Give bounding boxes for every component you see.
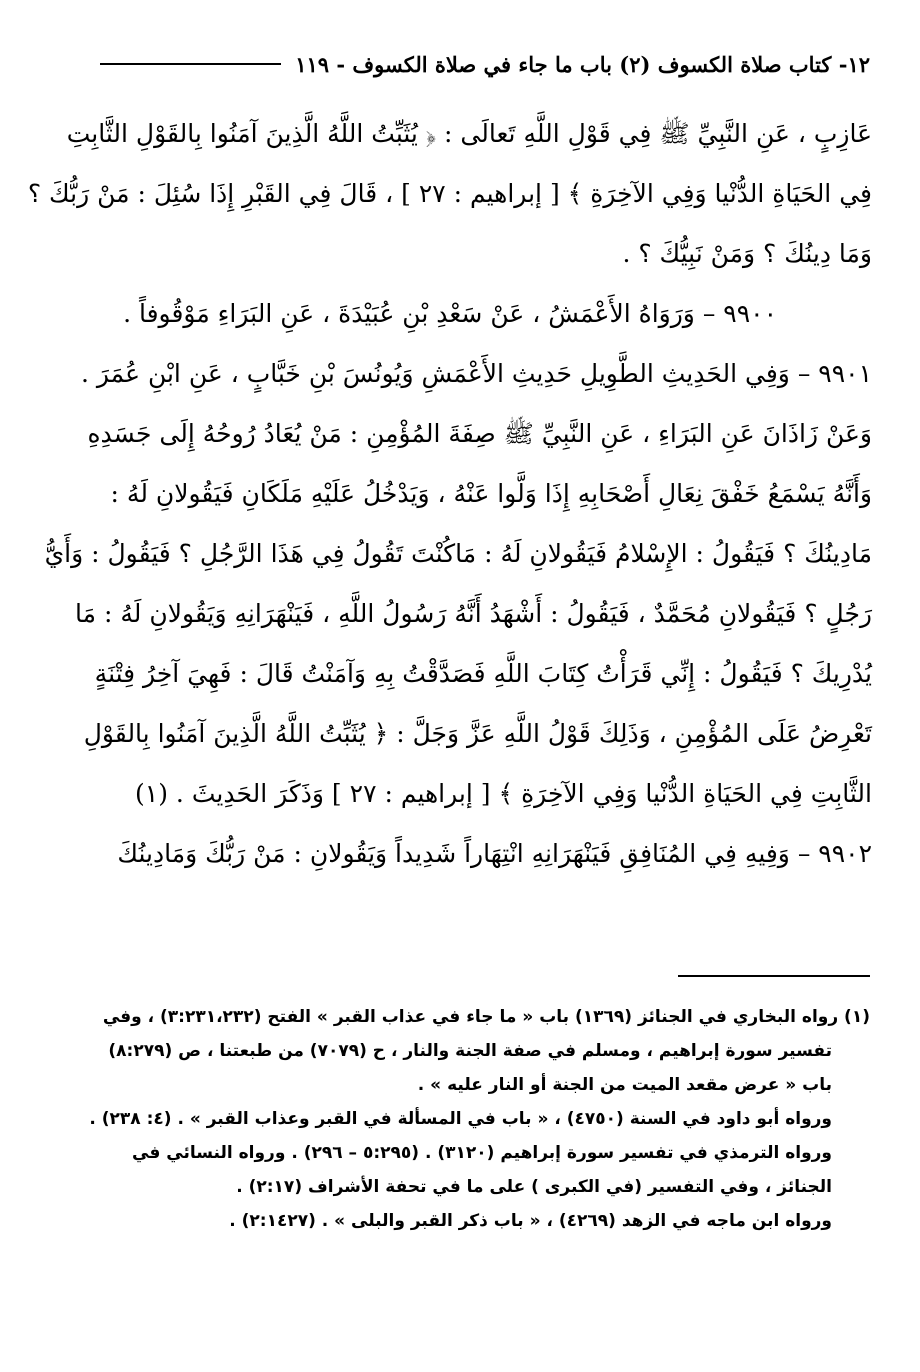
header-rule bbox=[100, 63, 281, 65]
text-line: عَازِبٍ ، عَنِ النَّبِيِّ ﷺ فِي قَوْلِ اللَّهِ تَعالَى : ﴿ يُثَبِّتُ اللَّهُ الَّذِينَ آمَنُوا بِالقَوْلِ الثَّابِتِ bbox=[66, 119, 872, 148]
footnote-line: ورواه الترمذي في تفسير سورة إبراهيم (٣١٢٠) . (٥:٢٩٥ – ٢٩٦) . ورواه النسائي في bbox=[132, 1143, 832, 1163]
text-line: ٩٩٠٠ – وَرَوَاهُ الأَعْمَشُ ، عَنْ سَعْدِ بْنِ عُبَيْدَةَ ، عَنِ البَرَاءِ مَوْقُوفاً . bbox=[123, 299, 777, 328]
text-line: فِي الحَيَاةِ الدُّنْيا وَفِي الآخِرَةِ ﴾ [ إبراهيم : ٢٧ ] ، قَالَ فِي القَبْرِ إِذَا سُئِلَ : مَنْ رَبُّكَ ؟ bbox=[27, 179, 872, 208]
footnote-1-continued bbox=[89, 1102, 870, 1238]
footnote-line: (١) رواه البخاري في الجنائز (١٣٦٩) باب « ما جاء في عذاب القبر » الفتح (٣:٢٣١،٢٣٢) ، وفي bbox=[102, 1007, 870, 1027]
text-line: مَادِينُكَ ؟ فَيَقُولُ : الإِسْلامُ فَيَقُولانِ لَهُ : مَاكُنْتَ تَقُولُ فِي هَذَا الرَّجُلِ ؟ فَيَقُولُ : وَأَيُّ bbox=[44, 539, 872, 568]
footnote-line: ورواه ابن ماجه في الزهد (٤٢٦٩) ، « باب ذكر القبر والبلى » . (٢:١٤٢٧) . bbox=[229, 1211, 832, 1231]
paragraph-continuation bbox=[27, 104, 872, 284]
footnote-line: ورواه أبو داود في السنة (٤٧٥٠) ، « باب في المسألة في القبر وعذاب القبر » . (٤: ٢٣٨) . bbox=[89, 1109, 832, 1129]
hadith-9902 bbox=[92, 824, 872, 884]
text-line: ٩٩٠٢ – وَفِيهِ فِي المُنَافِقِ فَيَنْهَرَانِهِ انْتِهَاراً شَدِيداً وَيَقُولانِ : مَنْ رَبُّكَ وَمَادِينُكَ bbox=[117, 839, 872, 868]
text-line: ٩٩٠١ – وَفِي الحَدِيثِ الطَّوِيلِ حَدِيثِ الأَعْمَشِ وَيُونُسَ بْنِ خَبَّابٍ ، عَنِ ابْنِ عُمَرَ . bbox=[80, 359, 872, 388]
hadith-9901 bbox=[44, 344, 872, 824]
text-line: وَمَا دِينُكَ ؟ وَمَنْ نَبِيُّكَ ؟ . bbox=[622, 239, 872, 268]
text-line: الثَّابِتِ فِي الحَيَاةِ الدُّنْيا وَفِي الآخِرَةِ ﴾ [ إبراهيم : ٢٧ ] وَذَكَرَ الحَدِيثَ . (١) bbox=[135, 779, 872, 808]
footnotes bbox=[89, 1000, 870, 1238]
footnote-separator bbox=[678, 975, 870, 977]
header-title: ١٢- كتاب صلاة الكسوف (٢) باب ما جاء في صلاة الكسوف - ١١٩ bbox=[295, 51, 870, 77]
text-line: يُدْرِيكَ ؟ فَيَقُولُ : إِنِّي قَرَأْتُ كِتَابَ اللَّهِ فَصَدَّقْتُ بِهِ وَآمَنْتُ قَالَ : فَهِيَ آخِرُ فِتْنَةٍ bbox=[94, 659, 872, 688]
footnote-line: تفسير سورة إبراهيم ، ومسلم في صفة الجنة والنار ، ح (٧٠٧٩) من طبعتنا ، ص (٨:٢٧٩) bbox=[108, 1041, 832, 1061]
text-line: وَأَنَّهُ يَسْمَعُ خَفْقَ نِعَالِ أَصْحَابِهِ إِذَا وَلَّوا عَنْهُ ، وَيَدْخُلُ عَلَيْهِ مَلَكَانِ فَيَقُولانِ لَهُ : bbox=[110, 479, 872, 508]
text-line: وَعَنْ زَاذَانَ عَنِ البَرَاءِ ، عَنِ النَّبِيِّ ﷺ صِفَةَ المُؤْمِنِ : مَنْ يُعَادُ رُوحُهُ إِلَى جَسَدِهِ bbox=[87, 419, 872, 448]
main-text bbox=[27, 104, 872, 884]
footnote-line: باب « عرض مقعد الميت من الجنة أو النار عليه » . bbox=[417, 1075, 832, 1095]
text-line: رَجُلٍ ؟ فَيَقُولانِ مُحَمَّدٌ ، فَيَقُولُ : أَشْهَدُ أَنَّهُ رَسُولُ اللَّهِ ، فَيَنْهَرَانِهِ وَيَقُولانِ لَهُ : مَا bbox=[75, 599, 872, 628]
footnote-line: الجنائز ، وفي التفسير (في الكبرى ) على ما في تحفة الأشراف (٢:١٧) . bbox=[236, 1177, 832, 1197]
footnote-1 bbox=[92, 1000, 870, 1102]
hadith-9900 bbox=[92, 284, 872, 344]
text-line: تَعْرِضُ عَلَى المُؤْمِنِ ، وَذَلِكَ قَوْلُ اللَّهِ عَزَّ وَجَلَّ : ﴿ يُثَبِّتُ اللَّهُ الَّذِينَ آمَنُوا بِالقَوْلِ bbox=[83, 719, 872, 748]
running-header bbox=[100, 44, 870, 84]
